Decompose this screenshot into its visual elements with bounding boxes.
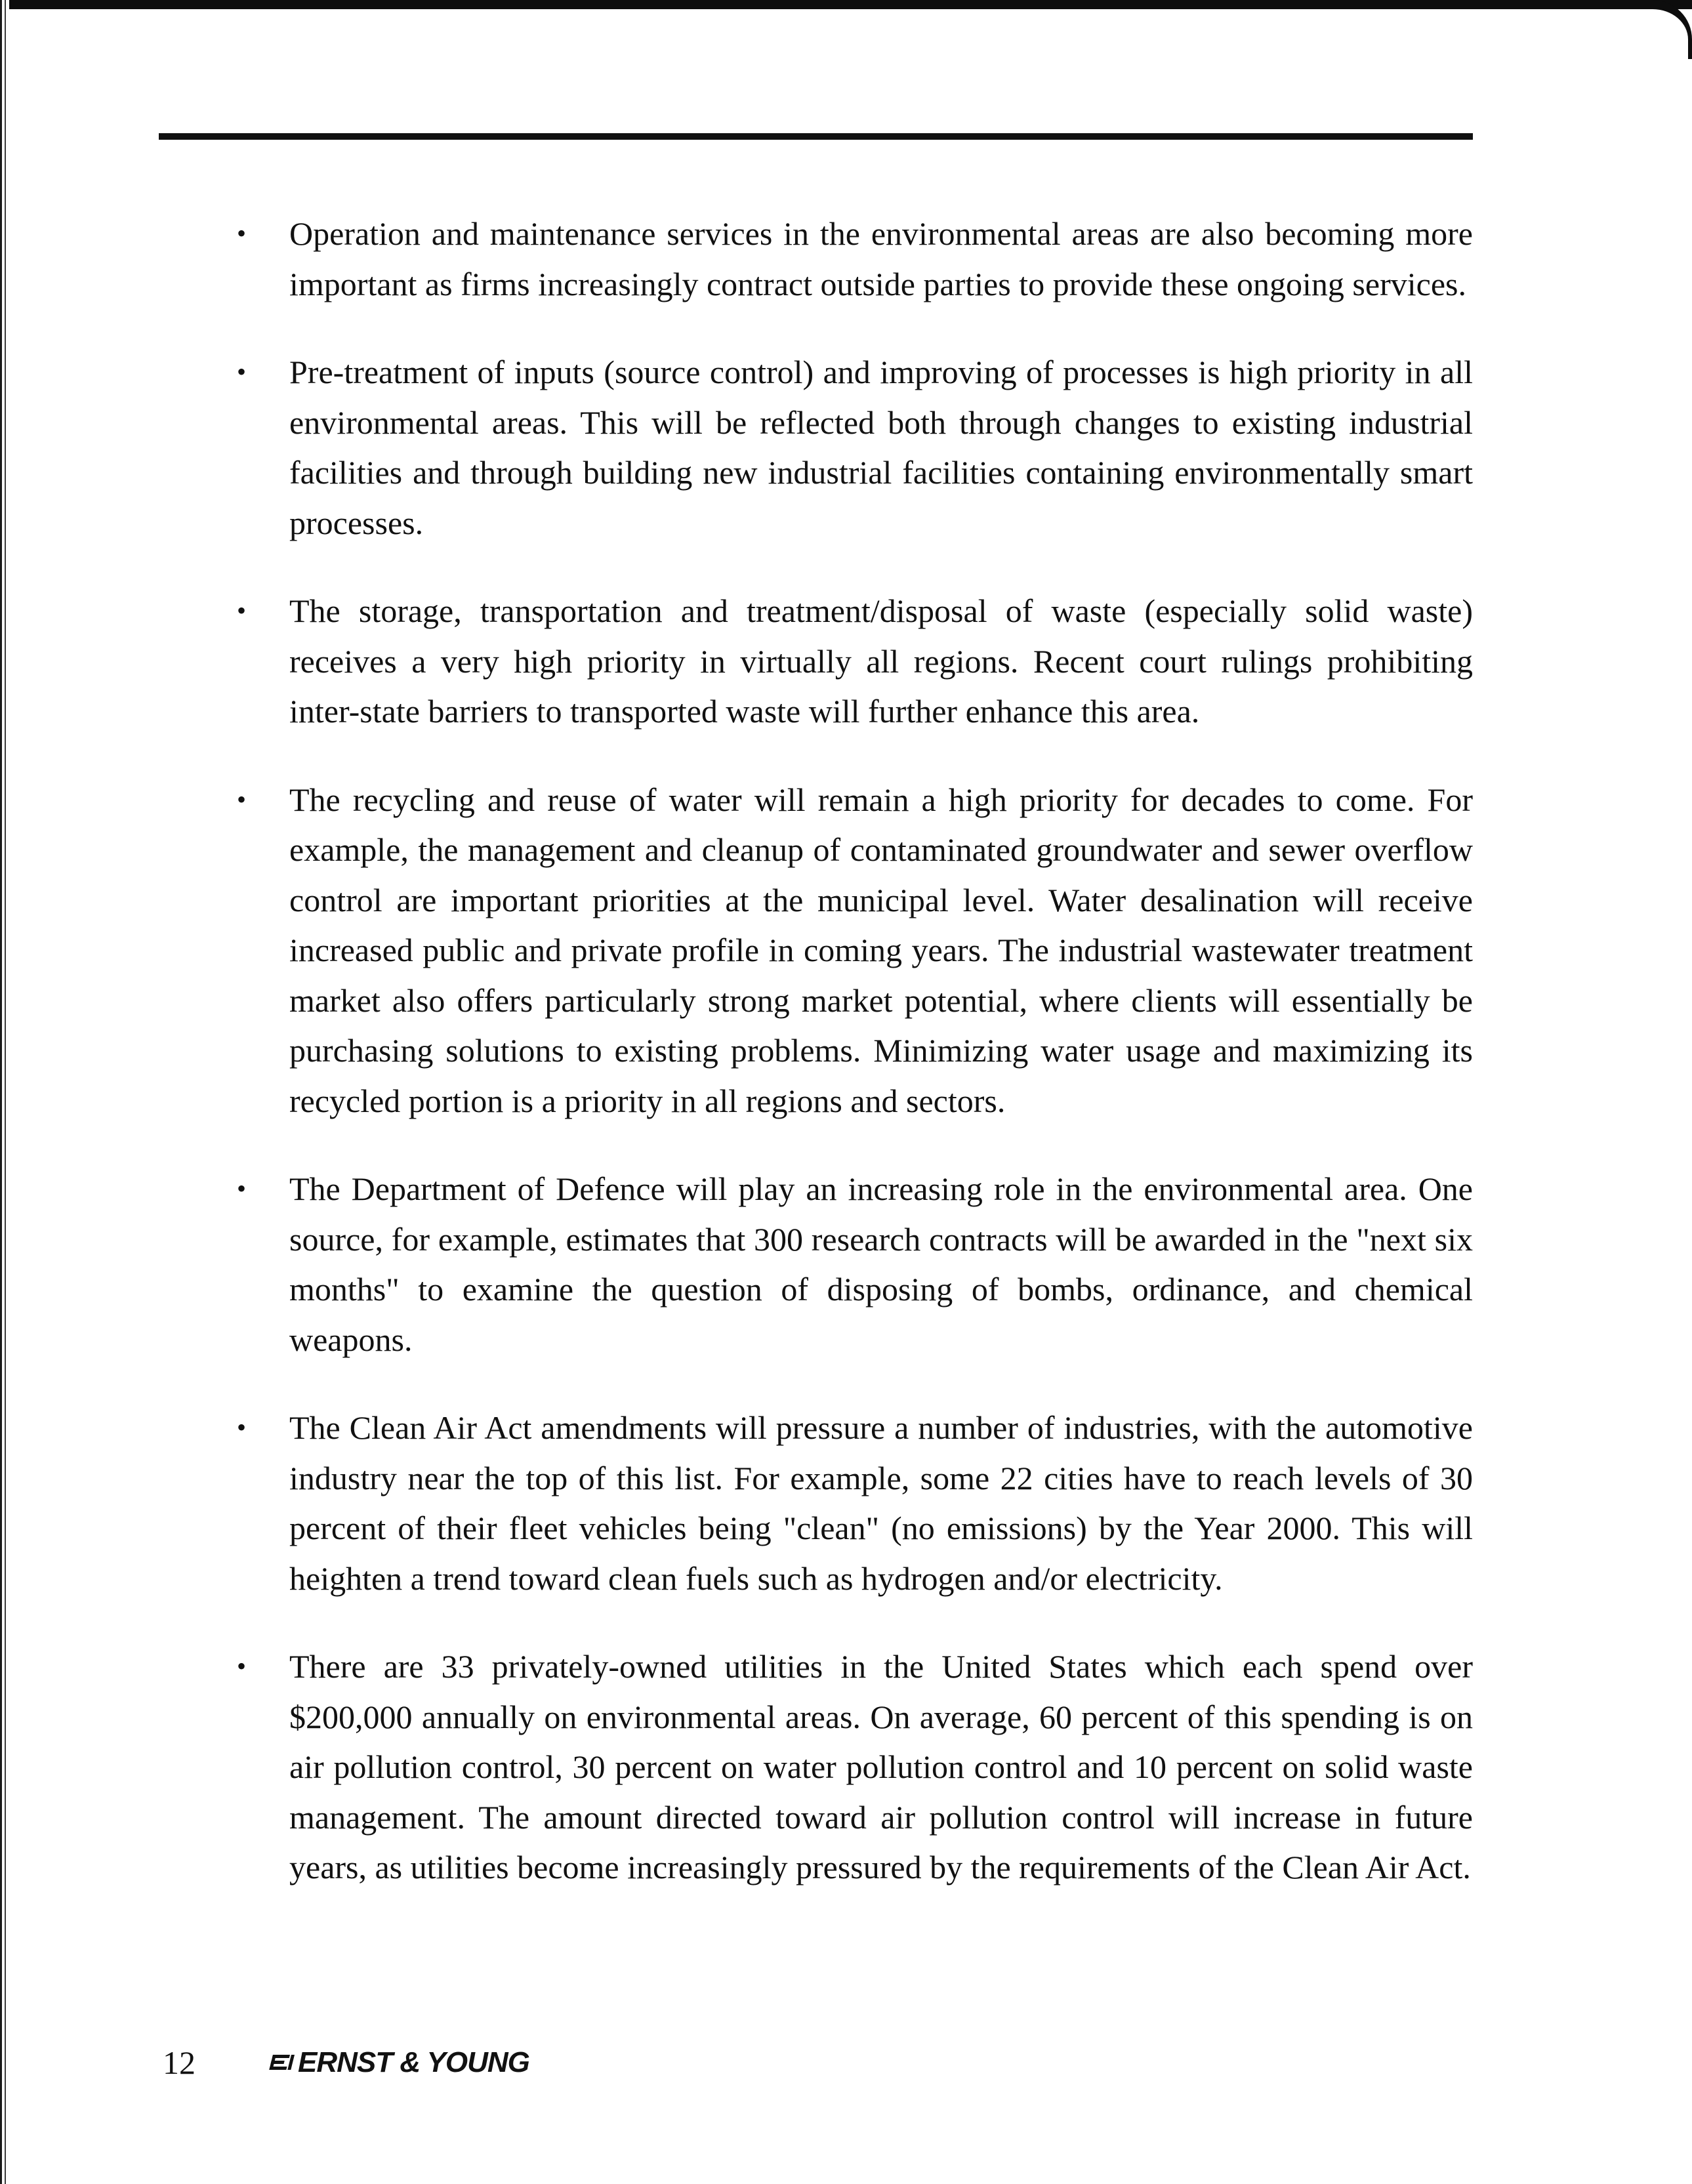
bullet-list [233,209,1473,1931]
header-rule [159,133,1473,140]
bullet-icon: • [237,357,247,386]
ernst-young-logo-icon [269,2050,295,2076]
bullet-icon: • [237,1651,247,1681]
list-item [233,209,1473,309]
list-item [233,1641,1473,1893]
bullet-icon: • [237,218,247,248]
bullet-text: There are 33 privately-owned utilities in the United States which each spend over $200,000 annually on environmental areas. On average, 60 percent of this spending is on air pollution control, 30 percent on water pollution control and 10 percent on solid waste management. The amount directed toward air pollution control will increase in future years, as utilities become increasingly pressured by the requirements of the Clean Air Act. [289,1648,1473,1885]
bullet-text: The recycling and reuse of water will remain a high priority for decades to come. For example, the management and cleanup of contaminated groundwater and sewer overflow control are important priorities at the municipal level. Water desalination will receive increased public and private profile in coming years. The industrial wastewater treatment market also offers particularly strong market potential, where clients will essentially be purchasing solutions to existing problems. Minimizing water usage and maximizing its recycled portion is a priority in all regions and sectors. [289,781,1473,1119]
list-item [233,347,1473,548]
bullet-text: Pre-treatment of inputs (source control) and improving of processes is high priority in all environmental areas. This will be reflected both through changes to existing industrial facilities and through building new industrial facilities containing environmentally smart processes. [289,354,1473,541]
page-footer [163,2043,529,2082]
bullet-icon: • [237,596,247,625]
bullet-text: The storage, transportation and treatment/disposal of waste (especially solid waste) receives a very high priority in virtually all regions. Recent court rulings prohibiting inter-state barriers to transported waste will further enhance this area. [289,592,1473,730]
bullet-text: The Clean Air Act amendments will pressure a number of industries, with the automotive industry near the top of this list. For example, some 22 cities have to reach levels of 30 percent of their fleet vehicles being "clean" (no emissions) by the Year 2000. This will heighten a trend toward clean fuels such as hydrogen and/or electricity. [289,1409,1473,1597]
list-item [233,1164,1473,1365]
list-item [233,775,1473,1126]
page-number: 12 [163,2044,196,2081]
bullet-icon: • [237,784,247,814]
bullet-icon: • [237,1412,247,1442]
ernst-young-logo [269,2046,529,2079]
bullet-icon: • [237,1174,247,1203]
list-item [233,586,1473,737]
scan-border-top [0,0,1692,9]
bullet-text: Operation and maintenance services in the environmental areas are also becoming more important as firms increasingly contract outside parties to provide these ongoing services. [289,215,1473,302]
bullet-text: The Department of Defence will play an increasing role in the environmental area. One source, for example, estimates that 300 research contracts will be awarded in the "next six months" to examine the question of disposing of bombs, ordinance, and chemical weapons. [289,1170,1473,1358]
scan-border-left [0,0,9,2184]
logo-text: ERNST & YOUNG [298,2046,529,2078]
list-item [233,1403,1473,1603]
